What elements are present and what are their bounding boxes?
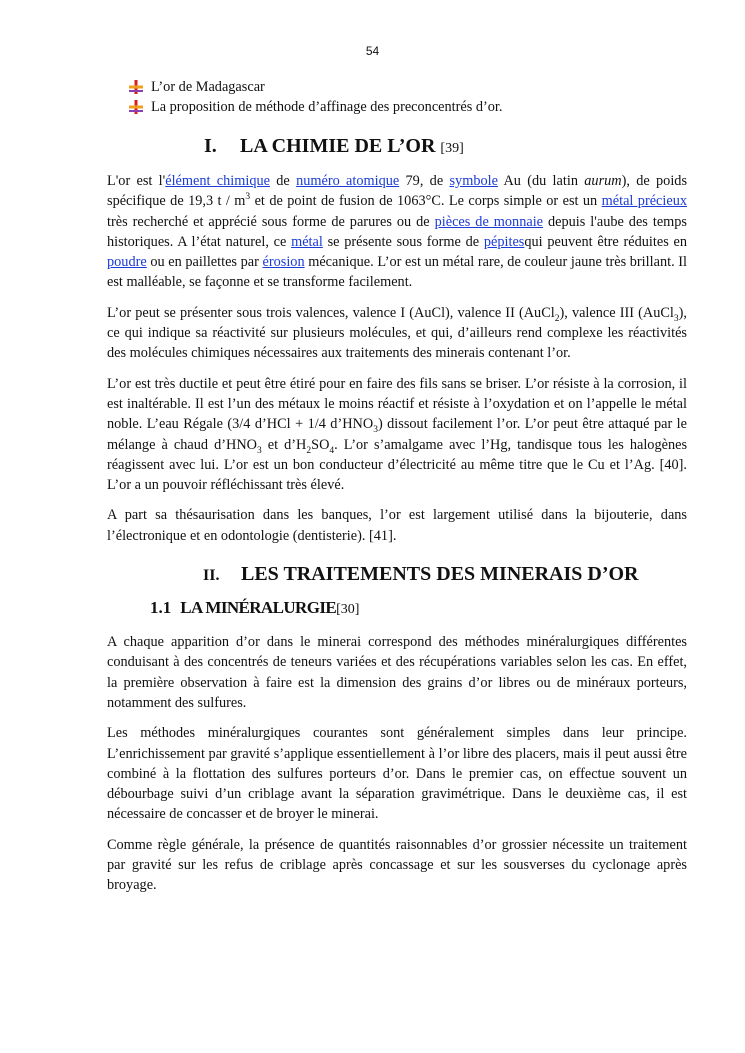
link-symbole[interactable]: symbole [449,173,498,189]
bullet-list [129,77,687,117]
link-numero-atomique[interactable]: numéro atomique [296,173,400,189]
subsection-heading [150,596,687,622]
link-poudre[interactable]: poudre [107,254,147,271]
link-metal-precieux[interactable]: métal précieux [601,193,688,210]
paragraph: L’or est très ductile et peut être étiré pour en faire des fils sans se briser. L’or résiste à la corrosion, il est inaltérable. Il est l’un des métaux le moins réactif et résiste à l’oxydation et on l’appelle le métal noble. L’eau Régale (3/4 d’HCl + 1/4 $d’HNO_3$) dissout facilement l’or. L’or peut être attaqué par le mélange à chaud $d’HNO_3$ et $d’H_2SO_4$. L’or s’amalgame avec l’Hg, tandisque tous les halogènes réagissent avec lui. L’or est un bon conducteur d’électricité au même titre que le Cu et l’Ag. [40]. L’or a un pouvoir réfléchissant très élevé. [107,375,688,494]
paragraph: A part sa thésaurisation dans les banques, l’or est largement utilisé dans la bijouterie, dans l’électronique et en odontologie (dentisterie). [41]. [107,507,687,544]
citation: [30] [336,602,360,618]
paragraph: A chaque apparition d’or dans le minerai correspond des méthodes minéralurgiques différentes conduisant à des concentrés de teneurs variées et des récupérations variables selon les cas. En effet, la première observation à faire est la dimension des grains d’or libres ou de minéraux porteurs, notamment des sulfures. [107,634,687,711]
paragraph: L’or peut se présenter sous trois valences, valence I (AuCl), valence II (AuCl$_2$), valence III (AuCl$_3$), ce qui indique sa réactivité sur plusieurs molécules, et qui, d’ailleurs rend complexe les réactivités des molécules chimiques nécessaires aux traitements des minerais contenant l’or. [107,304,687,362]
paragraph: L'or est l'élément chimique de numéro atomique 79, de symbole Au (du latin aurum), de poids spécifique de 19,3 t / $m^3$ et de point de fusion de 1063°C. Le corps simple or est un métal précieux très recherché et apprécié sous forme de parures ou de pièces de monnaie depuis l'aube des temps historiques. A l’état naturel, ce métal se présente sous forme de pépitesqui peuvent être réduites en poudre ou en paillettes par érosion mécanique. L’or est un métal rare, de couleur jaune très brillant. Il est malléable, se façonne et se transforme facilement. [107,173,688,291]
paragraph: Comme règle générale, la présence de quantités raisonnables d’or grossier nécessite un traitement par gravité sur les refus de criblage après concassage et sur les sousverses du cyclonage après broyage. [107,836,687,894]
section-title: LA CHIMIE DE L’OR [240,135,436,157]
subsection-number: 1.1 [150,598,172,618]
bullet-text: L’or de Madagascar [151,79,265,95]
link-element-chimique[interactable]: élément chimique [165,173,270,189]
link-erosion[interactable]: érosion [262,254,305,271]
plus-bullet-icon [129,100,143,114]
section-number: I. [204,135,217,157]
section-heading [203,560,687,590]
section-number: II. [203,567,220,585]
page-number: 54 [365,44,380,58]
page-content [107,77,687,906]
citation: [39] [440,141,464,156]
link-pieces-de-monnaie[interactable]: pièces de monnaie [434,213,544,230]
bullet-text: La proposition de méthode d’affinage des preconcentrés d’or. [151,99,503,115]
subsection-title: LA MINÉRALURGIE [180,598,337,618]
section-heading [204,132,687,163]
list-item [129,77,687,97]
link-metal[interactable]: métal [291,233,323,250]
link-pepites[interactable]: pépites [483,233,525,250]
list-item [129,97,687,117]
paragraph: Les méthodes minéralurgiques courantes sont généralement simples dans leur principe. L’enrichissement par gravité s’applique essentiellement à l’or libre des placers, mais il peut aussi être combiné à la flottation des sulfures porteurs d’or. Dans le premier cas, on effectue souvent un débourbage suivi d’un criblage avant la séparation gravimétrique. Dans le deuxième cas, il est nécessaire de concasser et de broyer le minerai. [107,725,687,823]
section-title: LES TRAITEMENTS DES MINERAIS D’OR [241,563,639,586]
plus-bullet-icon [129,80,143,94]
